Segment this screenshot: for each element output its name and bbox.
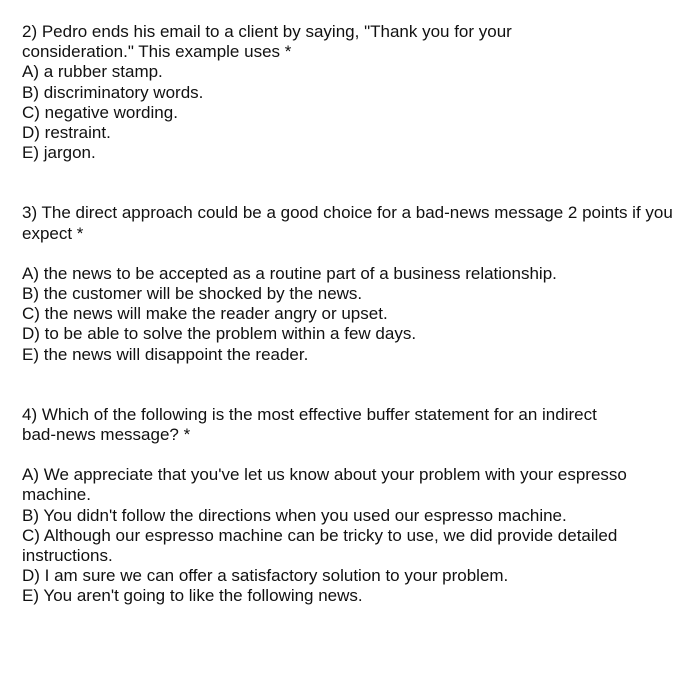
quiz-document [22, 22, 694, 607]
question-3-option-b: B) the customer will be shocked by the news. [22, 284, 363, 304]
question-4-option-b: B) You didn't follow the directions when you used our espresso machine. [22, 505, 567, 525]
question-3-option-e: E) the news will disappoint the reader. [22, 344, 309, 364]
question-2-option-d: D) restraint. [22, 123, 111, 143]
question-4-spacer [22, 445, 694, 465]
question-2-option-b: B) discriminatory words. [22, 82, 204, 102]
question-4-option-c: C) Although our espresso machine can be tricky to use, we did provide detailed instructions. [22, 525, 618, 566]
question-4-option-e: E) You aren't going to like the following news. [22, 586, 363, 606]
question-2-option-e: E) jargon. [22, 143, 96, 163]
question-2-option-c: C) negative wording. [22, 102, 178, 122]
question-3 [22, 203, 694, 364]
question-4 [22, 405, 694, 607]
question-2-options [22, 62, 694, 163]
question-3-option-d: D) to be able to solve the problem within a few days. [22, 324, 417, 344]
question-2-text: 2) Pedro ends his email to a client by saying, "Thank you for your consideration." This example uses * [22, 22, 512, 62]
question-2 [22, 22, 694, 163]
question-2-option-a: A) a rubber stamp. [22, 62, 163, 82]
question-4-option-d: D) I am sure we can offer a satisfactory solution to your problem. [22, 566, 509, 586]
question-3-spacer [22, 244, 694, 264]
question-3-text: 3) The direct approach could be a good choice for a bad-news message 2 points if you expect * [22, 203, 673, 243]
question-3-option-c: C) the news will make the reader angry or upset. [22, 304, 388, 324]
question-4-option-a: A) We appreciate that you've let us know about your problem with your espresso machine. [22, 465, 627, 505]
question-4-options [22, 465, 694, 606]
question-4-text: 4) Which of the following is the most effective buffer statement for an indirect bad-news message? * [22, 404, 597, 445]
question-3-options [22, 264, 694, 365]
question-3-option-a: A) the news to be accepted as a routine part of a business relationship. [22, 263, 557, 283]
